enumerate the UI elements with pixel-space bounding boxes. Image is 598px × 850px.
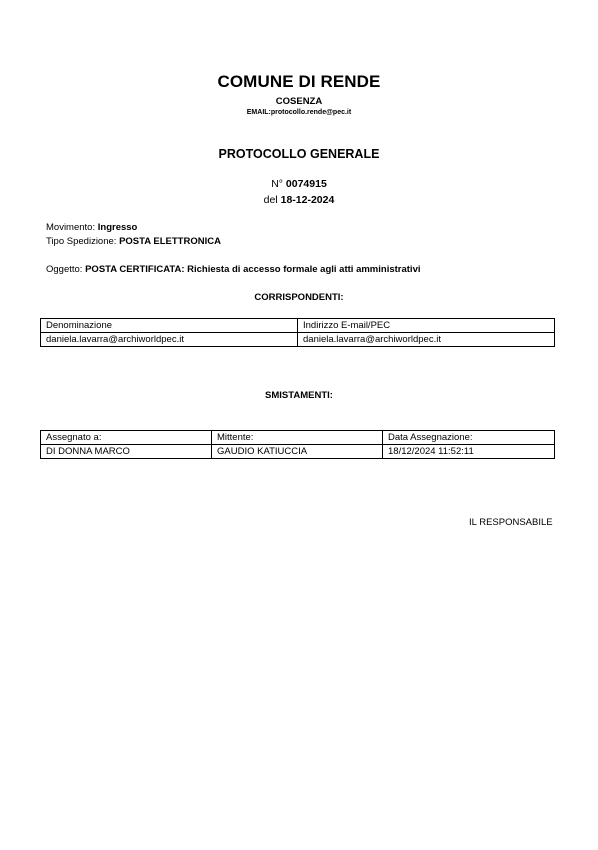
header-email: EMAIL:protocollo.rende@pec.it xyxy=(246,109,352,116)
table-header-row xyxy=(41,319,555,333)
cell-data-assegnazione: 18/12/2024 11:52:11 xyxy=(383,445,555,459)
protocol-date-value: 18-12-2024 xyxy=(280,194,335,206)
document-title: COMUNE DI RENDE xyxy=(217,72,381,91)
smistamenti-table xyxy=(40,430,555,459)
cell-indirizzo: daniela.lavarra@archiworldpec.it xyxy=(298,333,555,347)
corrispondenti-heading: CORRISPONDENTI: xyxy=(254,292,344,303)
oggetto-line xyxy=(46,264,421,275)
column-header-indirizzo: Indirizzo E-mail/PEC xyxy=(298,319,555,333)
table-row xyxy=(41,333,555,347)
protocol-date-prefix: del xyxy=(263,194,281,206)
spedizione-value: POSTA ELETTRONICA xyxy=(119,236,221,247)
protocol-number-value: 0074915 xyxy=(285,178,327,190)
protocol-number xyxy=(0,178,598,190)
protocol-number-prefix: N° xyxy=(271,178,286,190)
table-header-row xyxy=(41,431,555,445)
corrispondenti-table xyxy=(40,318,555,347)
movimento-value: Ingresso xyxy=(97,222,138,233)
column-header-assegnato: Assegnato a: xyxy=(41,431,212,445)
column-header-denominazione: Denominazione xyxy=(41,319,298,333)
table-row xyxy=(41,445,555,459)
protocol-heading: PROTOCOLLO GENERALE xyxy=(218,147,380,161)
responsabile-label: IL RESPONSABILE xyxy=(469,517,553,528)
protocol-date xyxy=(0,194,598,206)
document-subtitle: COSENZA xyxy=(275,96,323,107)
column-header-data-assegnazione: Data Assegnazione: xyxy=(383,431,555,445)
spedizione-line xyxy=(46,236,221,247)
cell-mittente: GAUDIO KATIUCCIA xyxy=(212,445,383,459)
cell-denominazione: daniela.lavarra@archiworldpec.it xyxy=(41,333,298,347)
oggetto-label: Oggetto: xyxy=(46,264,86,275)
movimento-label: Movimento: xyxy=(46,222,98,233)
oggetto-value: POSTA CERTIFICATA: Richiesta di accesso formale agli atti amministrativi xyxy=(85,264,421,275)
smistamenti-heading: SMISTAMENTI: xyxy=(265,390,333,401)
spedizione-label: Tipo Spedizione: xyxy=(46,236,120,247)
movimento-line xyxy=(46,222,137,233)
column-header-mittente: Mittente: xyxy=(212,431,383,445)
cell-assegnato: DI DONNA MARCO xyxy=(41,445,212,459)
